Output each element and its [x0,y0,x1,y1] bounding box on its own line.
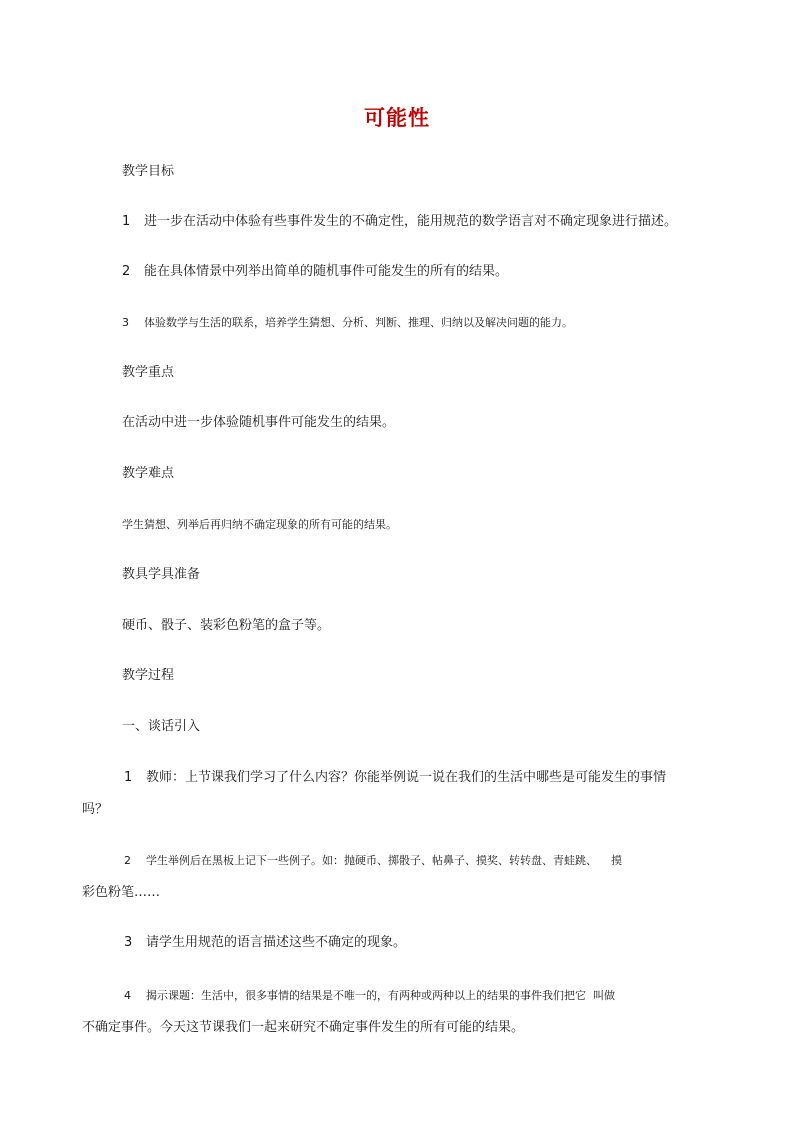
step-text-line1: 请学生用规范的语言描述这些不确定的现象。 [146,935,407,950]
step-number: 2 [124,854,131,867]
tools-heading: 教具学具准备 [122,567,201,582]
process-heading: 教学过程 [122,668,175,683]
goals-heading: 教学目标 [122,164,175,179]
goal-item [122,213,677,231]
goal-number: 1 [122,214,131,229]
step-number: 1 [124,770,133,785]
goal-item [122,263,508,281]
key-text: 在活动中进一步体验随机事件可能发生的结果。 [122,415,396,430]
goal-text: 体验数学与生活的联系，培养学生猜想、分析、判断、推理、归纳以及解决问题的能力。 [144,316,573,329]
step-item [82,927,702,959]
step-text-line1: 揭示课题：生活中，很多事情的结果是不唯一的，有两种或两种以上的结果的事件我们把它 叫做 [146,989,615,1002]
step-text-line1: 学生举例后在黑板上记下一些例子。如：抛硬币、掷骰子、帖鼻子、摸奖、转转盘、青蛙跳、 摸 [146,854,622,867]
goal-text: 进一步在活动中体验有些事件发生的不确定性，能用规范的数学语言对不确定现象进行描述。 [144,214,678,229]
tools-text: 硬币、骰子、装彩色粉笔的盒子等。 [122,618,331,633]
goal-number: 3 [122,316,129,329]
step-text-line2: 不确定事件。今天这节课我们一起来研究不确定事件发生的所有可能的结果。 [82,1020,525,1035]
difficulty-heading: 教学难点 [122,466,175,481]
key-heading: 教学重点 [122,365,175,380]
step-text-line1: 教师：上节课我们学习了什么内容？你能举例说一说在我们的生活中哪些是可能发生的事情 [146,770,667,785]
page-title: 可能性 [364,105,430,130]
step-text-line2: 吗？ [82,802,109,817]
step-number: 3 [124,935,133,950]
goal-number: 2 [122,264,131,279]
difficulty-text: 学生猜想、列举后再归纳不确定现象的所有可能的结果。 [122,518,397,531]
step-item [82,980,702,1044]
step-text-line2: 彩色粉笔…… [82,885,161,900]
step-number: 4 [124,989,131,1002]
step-item [82,762,702,826]
goal-item [122,314,573,332]
goal-text: 能在具体情景中列举出简单的随机事件可能发生的所有的结果。 [144,264,509,279]
part1-heading: 一、谈话引入 [122,719,201,734]
step-item [82,845,702,909]
